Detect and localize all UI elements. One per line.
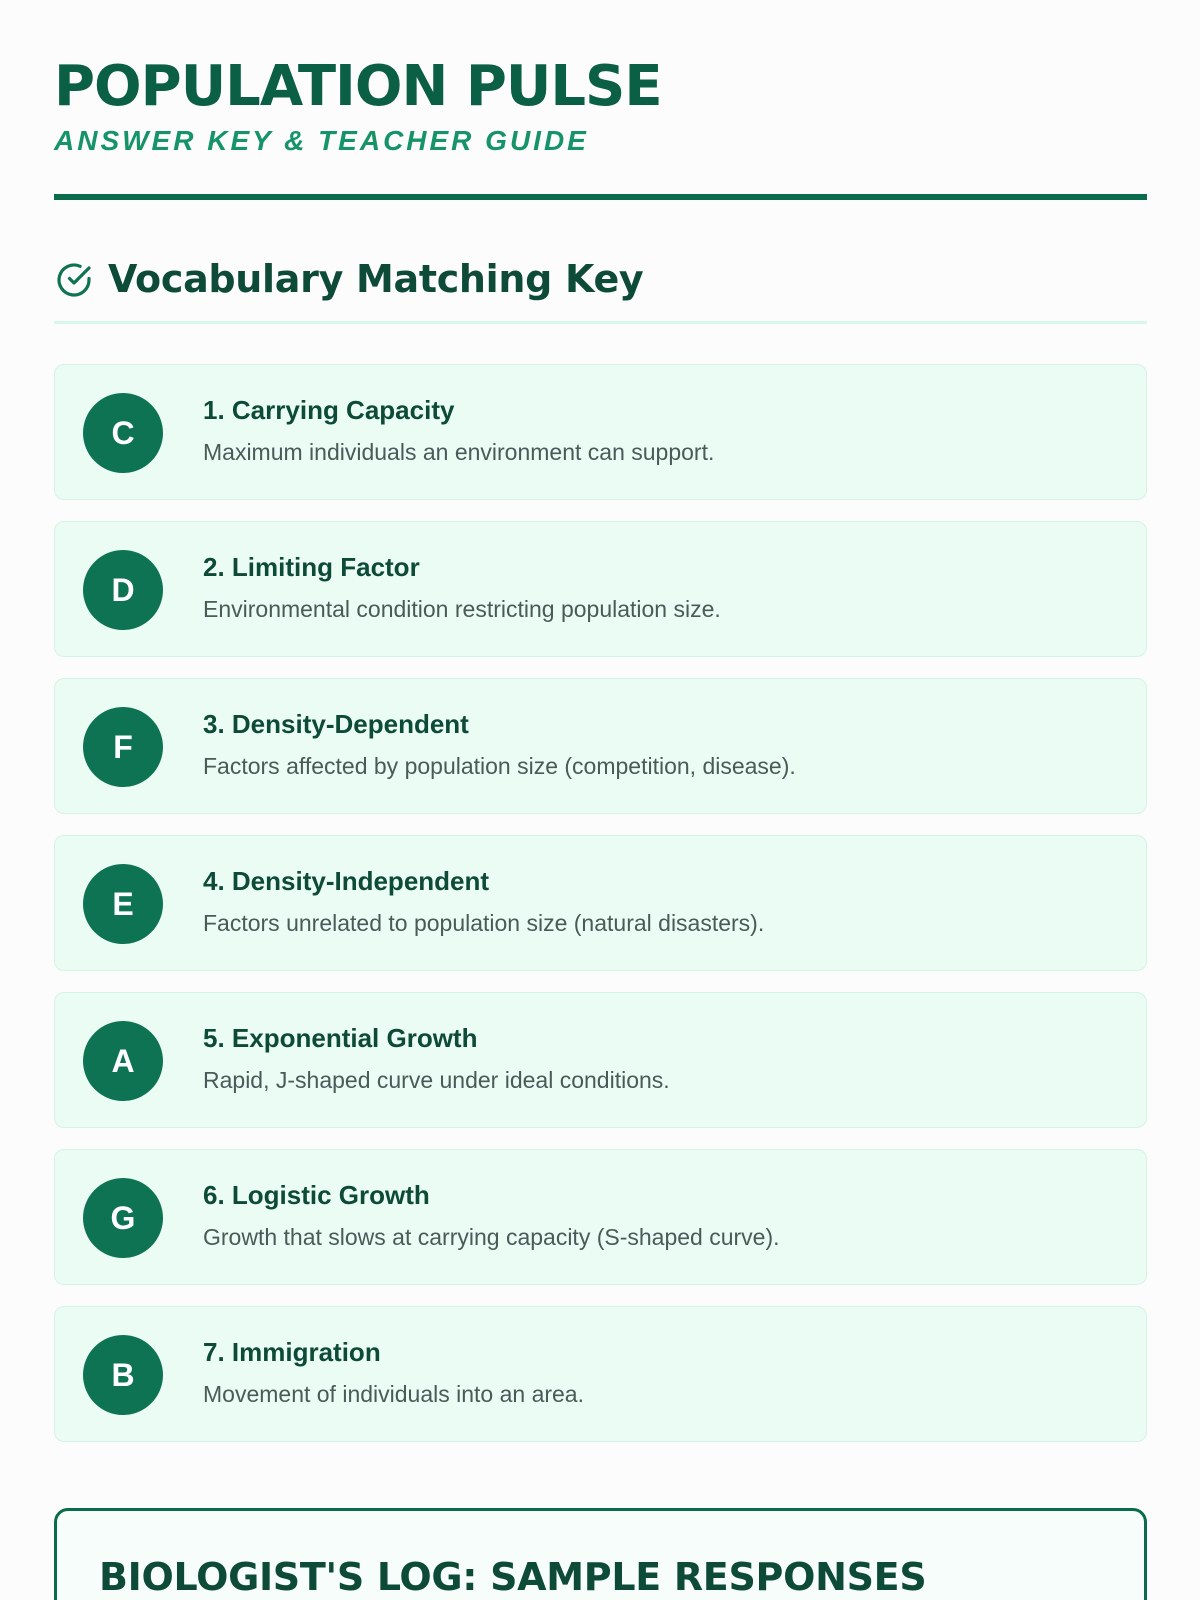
section-heading: Vocabulary Matching Key (108, 257, 644, 301)
answer-letter-badge: G (83, 1178, 163, 1258)
biologist-log-panel (54, 1508, 1147, 1600)
log-heading: BIOLOGIST'S LOG: SAMPLE RESPONSES (99, 1555, 927, 1599)
vocabulary-list (54, 364, 1147, 1463)
answer-letter-badge: D (83, 550, 163, 630)
vocab-card (54, 364, 1147, 500)
check-circle-icon (54, 260, 94, 300)
vocab-card (54, 521, 1147, 657)
vocab-definition: Movement of individuals into an area. (203, 1381, 584, 1407)
header-divider (54, 194, 1147, 200)
vocab-definition: Factors unrelated to population size (natural disasters). (203, 910, 765, 936)
vocab-term: 5. Exponential Growth (203, 1023, 478, 1053)
vocab-term: 7. Immigration (203, 1337, 381, 1367)
vocab-card (54, 678, 1147, 814)
answer-letter-badge: F (83, 707, 163, 787)
page-subtitle: ANSWER KEY & TEACHER GUIDE (54, 125, 589, 156)
vocab-card (54, 835, 1147, 971)
vocab-term: 6. Logistic Growth (203, 1180, 430, 1210)
vocabulary-section-header (54, 252, 1147, 324)
vocab-card (54, 1149, 1147, 1285)
vocab-definition: Factors affected by population size (competition, disease). (203, 753, 796, 779)
vocab-term: 3. Density-Dependent (203, 709, 469, 739)
page-title: POPULATION PULSE (54, 54, 662, 119)
vocab-term: 2. Limiting Factor (203, 552, 420, 582)
page-header (54, 54, 1147, 158)
vocab-definition: Growth that slows at carrying capacity (S-shaped curve). (203, 1224, 780, 1250)
vocab-definition: Environmental condition restricting population size. (203, 596, 721, 622)
answer-letter-badge: E (83, 864, 163, 944)
vocab-term: 1. Carrying Capacity (203, 395, 455, 425)
vocab-card (54, 1306, 1147, 1442)
vocab-definition: Maximum individuals an environment can support. (203, 439, 715, 465)
vocab-definition: Rapid, J-shaped curve under ideal conditions. (203, 1067, 670, 1093)
answer-letter-badge: C (83, 393, 163, 473)
vocab-term: 4. Density-Independent (203, 866, 490, 896)
vocab-card (54, 992, 1147, 1128)
answer-letter-badge: A (83, 1021, 163, 1101)
answer-letter-badge: B (83, 1335, 163, 1415)
